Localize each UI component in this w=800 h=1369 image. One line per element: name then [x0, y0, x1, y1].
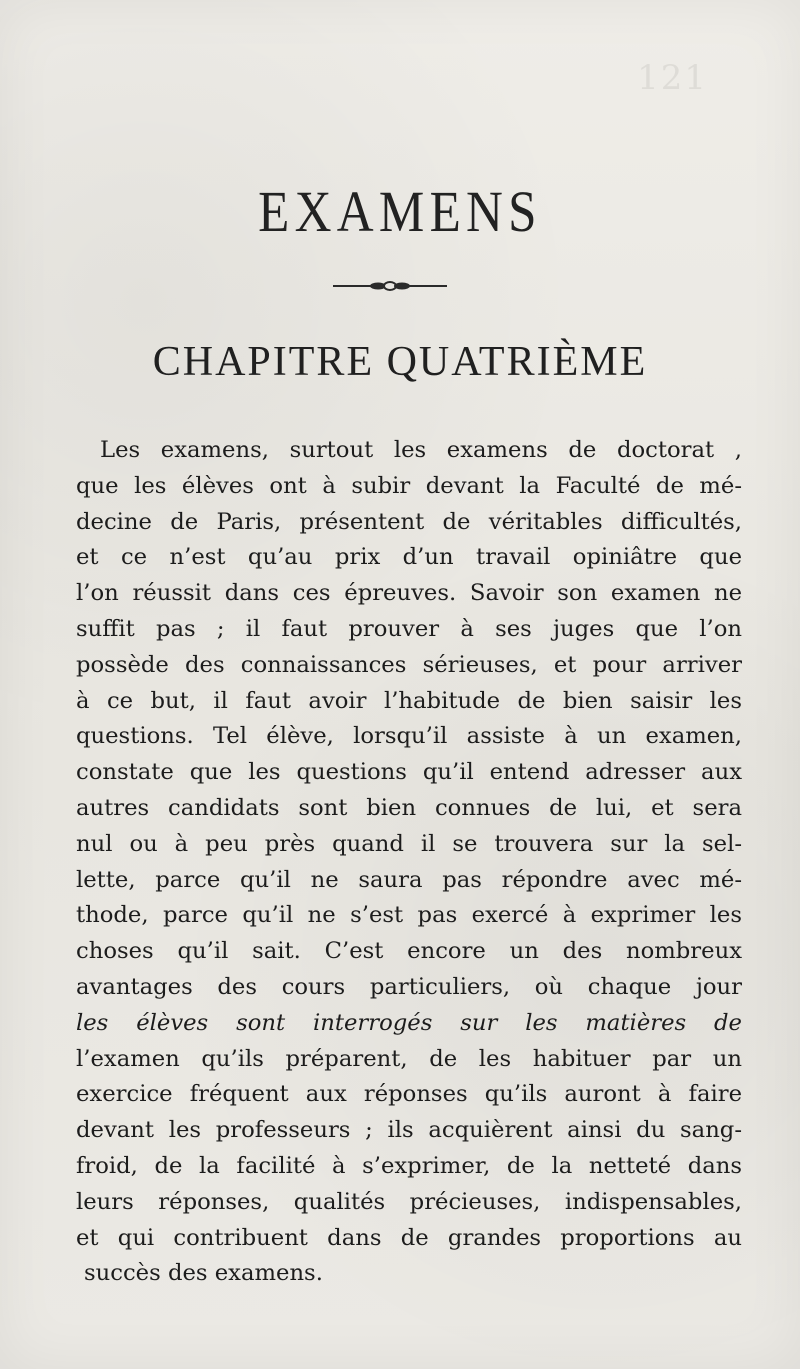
text-line: Les examens, surtout les examens de doctorat ,: [100, 437, 742, 463]
text-line: possède des connaissances sérieuses, et pour arriver: [76, 651, 742, 678]
text-line: constate que les questions qu’il entend adresser aux: [76, 759, 742, 786]
text-line: l’on réussit dans ces épreuves. Savoir son examen ne: [76, 580, 742, 607]
text-line: et qui contribuent dans de grandes proportions au: [76, 1224, 742, 1251]
text-line: froid, de la facilité à s’exprimer, de la netteté dans: [76, 1152, 742, 1179]
text-line: exercice fréquent aux réponses qu’ils auront à faire: [76, 1081, 742, 1108]
page-number: 121: [637, 58, 708, 98]
running-head: EXAMENS: [258, 179, 542, 244]
text-line: choses qu’il sait. C’est encore un des nombreux: [76, 938, 742, 965]
text-line: lette, parce qu’il ne saura pas répondre avec mé-: [76, 866, 742, 893]
text-line: autres candidats sont bien connues de lui, et sera: [76, 794, 742, 821]
body-paragraph: [76, 433, 742, 1292]
ornament-divider-icon: [333, 278, 447, 294]
text-line: decine de Paris, présentent de véritables difficultés,: [76, 508, 742, 535]
text-line: l’examen qu’ils préparent, de les habituer par un: [76, 1045, 742, 1072]
text-line: avantages des cours particuliers, où chaque jour: [76, 973, 742, 1000]
text-line: devant les professeurs ; ils acquièrent ainsi du sang-: [76, 1117, 742, 1144]
text-line: que les élèves ont à subir devant la Faculté de mé-: [76, 472, 742, 499]
text-line: suffit pas ; il faut prouver à ses juges que l’on: [76, 615, 742, 642]
chapter-title: CHAPITRE QUATRIÈME: [152, 339, 648, 385]
text-line: leurs réponses, qualités précieuses, indispensables,: [76, 1188, 742, 1215]
text-line: thode, parce qu’il ne s’est pas exercé à exprimer les: [76, 902, 742, 929]
text-line: succès des examens.: [84, 1260, 323, 1287]
text-line: questions. Tel élève, lorsqu’il assiste à un examen,: [76, 723, 742, 750]
text-line: et ce n’est qu’au prix d’un travail opiniâtre que: [76, 544, 742, 571]
text-line: à ce but, il faut avoir l’habitude de bien saisir les: [76, 687, 742, 714]
text-line: les élèves sont interrogés sur les matières de: [76, 1009, 742, 1036]
text-line: nul ou à peu près quand il se trouvera sur la sel-: [76, 830, 742, 857]
